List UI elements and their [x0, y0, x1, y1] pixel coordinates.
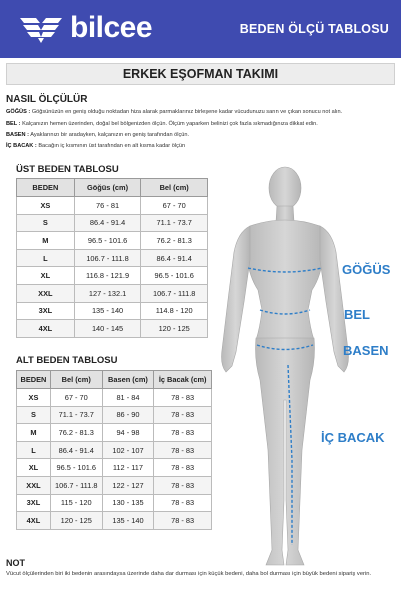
size-cell: 3XL	[17, 494, 51, 512]
value-cell: 76.2 - 81.3	[50, 424, 102, 442]
value-cell: 78 - 83	[154, 389, 212, 407]
table-header: BEDEN	[17, 371, 51, 389]
value-cell: 122 - 127	[102, 476, 154, 494]
table-header: Bel (cm)	[141, 179, 208, 197]
table-row	[17, 267, 208, 285]
table-header: BEDEN	[17, 179, 75, 197]
value-cell: 76.2 - 81.3	[141, 232, 208, 250]
lower-table-title: ALT BEDEN TABLOSU	[16, 355, 118, 366]
table-row	[17, 459, 212, 477]
value-cell: 120 - 125	[50, 512, 102, 530]
size-cell: S	[17, 406, 51, 424]
table-row	[17, 214, 208, 232]
value-cell: 135 - 140	[102, 512, 154, 530]
value-cell: 94 - 98	[102, 424, 154, 442]
lower-size-table	[16, 370, 212, 530]
table-row	[17, 406, 212, 424]
value-cell: 86.4 - 91.4	[74, 214, 141, 232]
table-header-row	[17, 179, 208, 197]
table-row	[17, 320, 208, 338]
value-cell: 102 - 107	[102, 441, 154, 459]
value-cell: 140 - 145	[74, 320, 141, 338]
how-to-label: BEL :	[6, 121, 21, 127]
table-row	[17, 197, 208, 215]
value-cell: 120 - 125	[141, 320, 208, 338]
value-cell: 106.7 - 111.8	[74, 249, 141, 267]
size-cell: XL	[17, 267, 75, 285]
page-title: BEDEN ÖLÇÜ TABLOSU	[239, 22, 389, 36]
size-cell: XL	[17, 459, 51, 477]
value-cell: 106.7 - 111.8	[141, 284, 208, 302]
value-cell: 127 - 132.1	[74, 284, 141, 302]
how-to-line-inseam	[6, 143, 185, 150]
value-cell: 130 - 135	[102, 494, 154, 512]
body-silhouette	[222, 167, 349, 565]
table-row	[17, 512, 212, 530]
size-cell: L	[17, 441, 51, 459]
value-cell: 112 - 117	[102, 459, 154, 477]
upper-table-title: ÜST BEDEN TABLOSU	[16, 164, 119, 175]
how-to-line-waist	[6, 121, 318, 128]
value-cell: 116.8 - 121.9	[74, 267, 141, 285]
product-title: ERKEK EŞOFMAN TAKIMI	[122, 67, 279, 81]
size-cell: M	[17, 424, 51, 442]
how-to-text: Bacağın iç kısmının üst tarafından en alt kısma kadar ölçün	[38, 143, 186, 149]
value-cell: 71.1 - 73.7	[50, 406, 102, 424]
table-header-row	[17, 371, 212, 389]
table-row	[17, 441, 212, 459]
note-title: NOT	[6, 558, 25, 568]
inseam-label: İÇ BACAK	[321, 430, 385, 445]
value-cell: 106.7 - 111.8	[50, 476, 102, 494]
how-to-text: Ayaklarınızı bir aradayken, kalçanızın en geniş tarafından ölçün.	[30, 132, 190, 138]
value-cell: 78 - 83	[154, 406, 212, 424]
how-to-label: GÖĞÜS :	[6, 109, 31, 115]
size-cell: XS	[17, 197, 75, 215]
value-cell: 67 - 70	[50, 389, 102, 407]
size-cell: M	[17, 232, 75, 250]
waist-label: BEL	[344, 307, 370, 322]
body-figure-illustration	[200, 160, 370, 580]
value-cell: 86 - 90	[102, 406, 154, 424]
how-to-line-hip	[6, 132, 189, 139]
table-header: Basen (cm)	[102, 371, 154, 389]
how-to-label: BASEN :	[6, 132, 29, 138]
upper-size-table	[16, 178, 208, 338]
value-cell: 114.8 - 120	[141, 302, 208, 320]
value-cell: 78 - 83	[154, 512, 212, 530]
size-cell: S	[17, 214, 75, 232]
value-cell: 115 - 120	[50, 494, 102, 512]
wing-logo-icon	[18, 14, 64, 44]
table-row	[17, 389, 212, 407]
value-cell: 76 - 81	[74, 197, 141, 215]
note-text: Vücut ölçülerinden biri iki bedenin arasındaysa üzerinde daha dar durması için küçük bedeni, daha bol durması için büyük bedeni sipariş verin.	[6, 571, 372, 577]
table-header: Göğüs (cm)	[74, 179, 141, 197]
table-row	[17, 232, 208, 250]
how-to-measure-title: NASIL ÖLÇÜLÜR	[6, 94, 88, 105]
value-cell: 71.1 - 73.7	[141, 214, 208, 232]
hip-label: BASEN	[343, 343, 389, 358]
size-cell: XXL	[17, 476, 51, 494]
table-header: Bel (cm)	[50, 371, 102, 389]
table-row	[17, 476, 212, 494]
table-row	[17, 424, 212, 442]
value-cell: 78 - 83	[154, 494, 212, 512]
size-cell: XXL	[17, 284, 75, 302]
value-cell: 78 - 83	[154, 424, 212, 442]
value-cell: 78 - 83	[154, 476, 212, 494]
value-cell: 86.4 - 91.4	[141, 249, 208, 267]
value-cell: 81 - 84	[102, 389, 154, 407]
value-cell: 78 - 83	[154, 459, 212, 477]
how-to-line-chest	[6, 109, 342, 116]
value-cell: 67 - 70	[141, 197, 208, 215]
table-header: İç Bacak (cm)	[154, 371, 212, 389]
how-to-text: Kalçanızın hemen üzerinden, doğal bel bölgenizden ölçün. Ölçüm yaparken belinizi çok fazla sıkmadığınıza dikkat edin.	[22, 121, 318, 127]
how-to-text: Göğsünüzün en geniş olduğu noktadan hiza alarak parmaklarınız birleşene kadar vücudunuzu sarın ve çıkan sonucu not alın.	[31, 109, 343, 115]
value-cell: 96.5 - 101.6	[141, 267, 208, 285]
table-row	[17, 494, 212, 512]
table-row	[17, 249, 208, 267]
value-cell: 96.5 - 101.6	[74, 232, 141, 250]
product-title-bar	[6, 63, 395, 85]
value-cell: 86.4 - 91.4	[50, 441, 102, 459]
value-cell: 78 - 83	[154, 441, 212, 459]
value-cell: 135 - 140	[74, 302, 141, 320]
size-cell: 3XL	[17, 302, 75, 320]
brand-logo-text: bilcee	[70, 11, 153, 44]
size-cell: L	[17, 249, 75, 267]
size-cell: XS	[17, 389, 51, 407]
size-cell: 4XL	[17, 512, 51, 530]
table-row	[17, 302, 208, 320]
chest-label: GÖĞÜS	[342, 262, 391, 277]
how-to-label: İÇ BACAK :	[6, 143, 37, 149]
value-cell: 96.5 - 101.6	[50, 459, 102, 477]
table-row	[17, 284, 208, 302]
size-cell: 4XL	[17, 320, 75, 338]
header-bar	[0, 0, 401, 58]
